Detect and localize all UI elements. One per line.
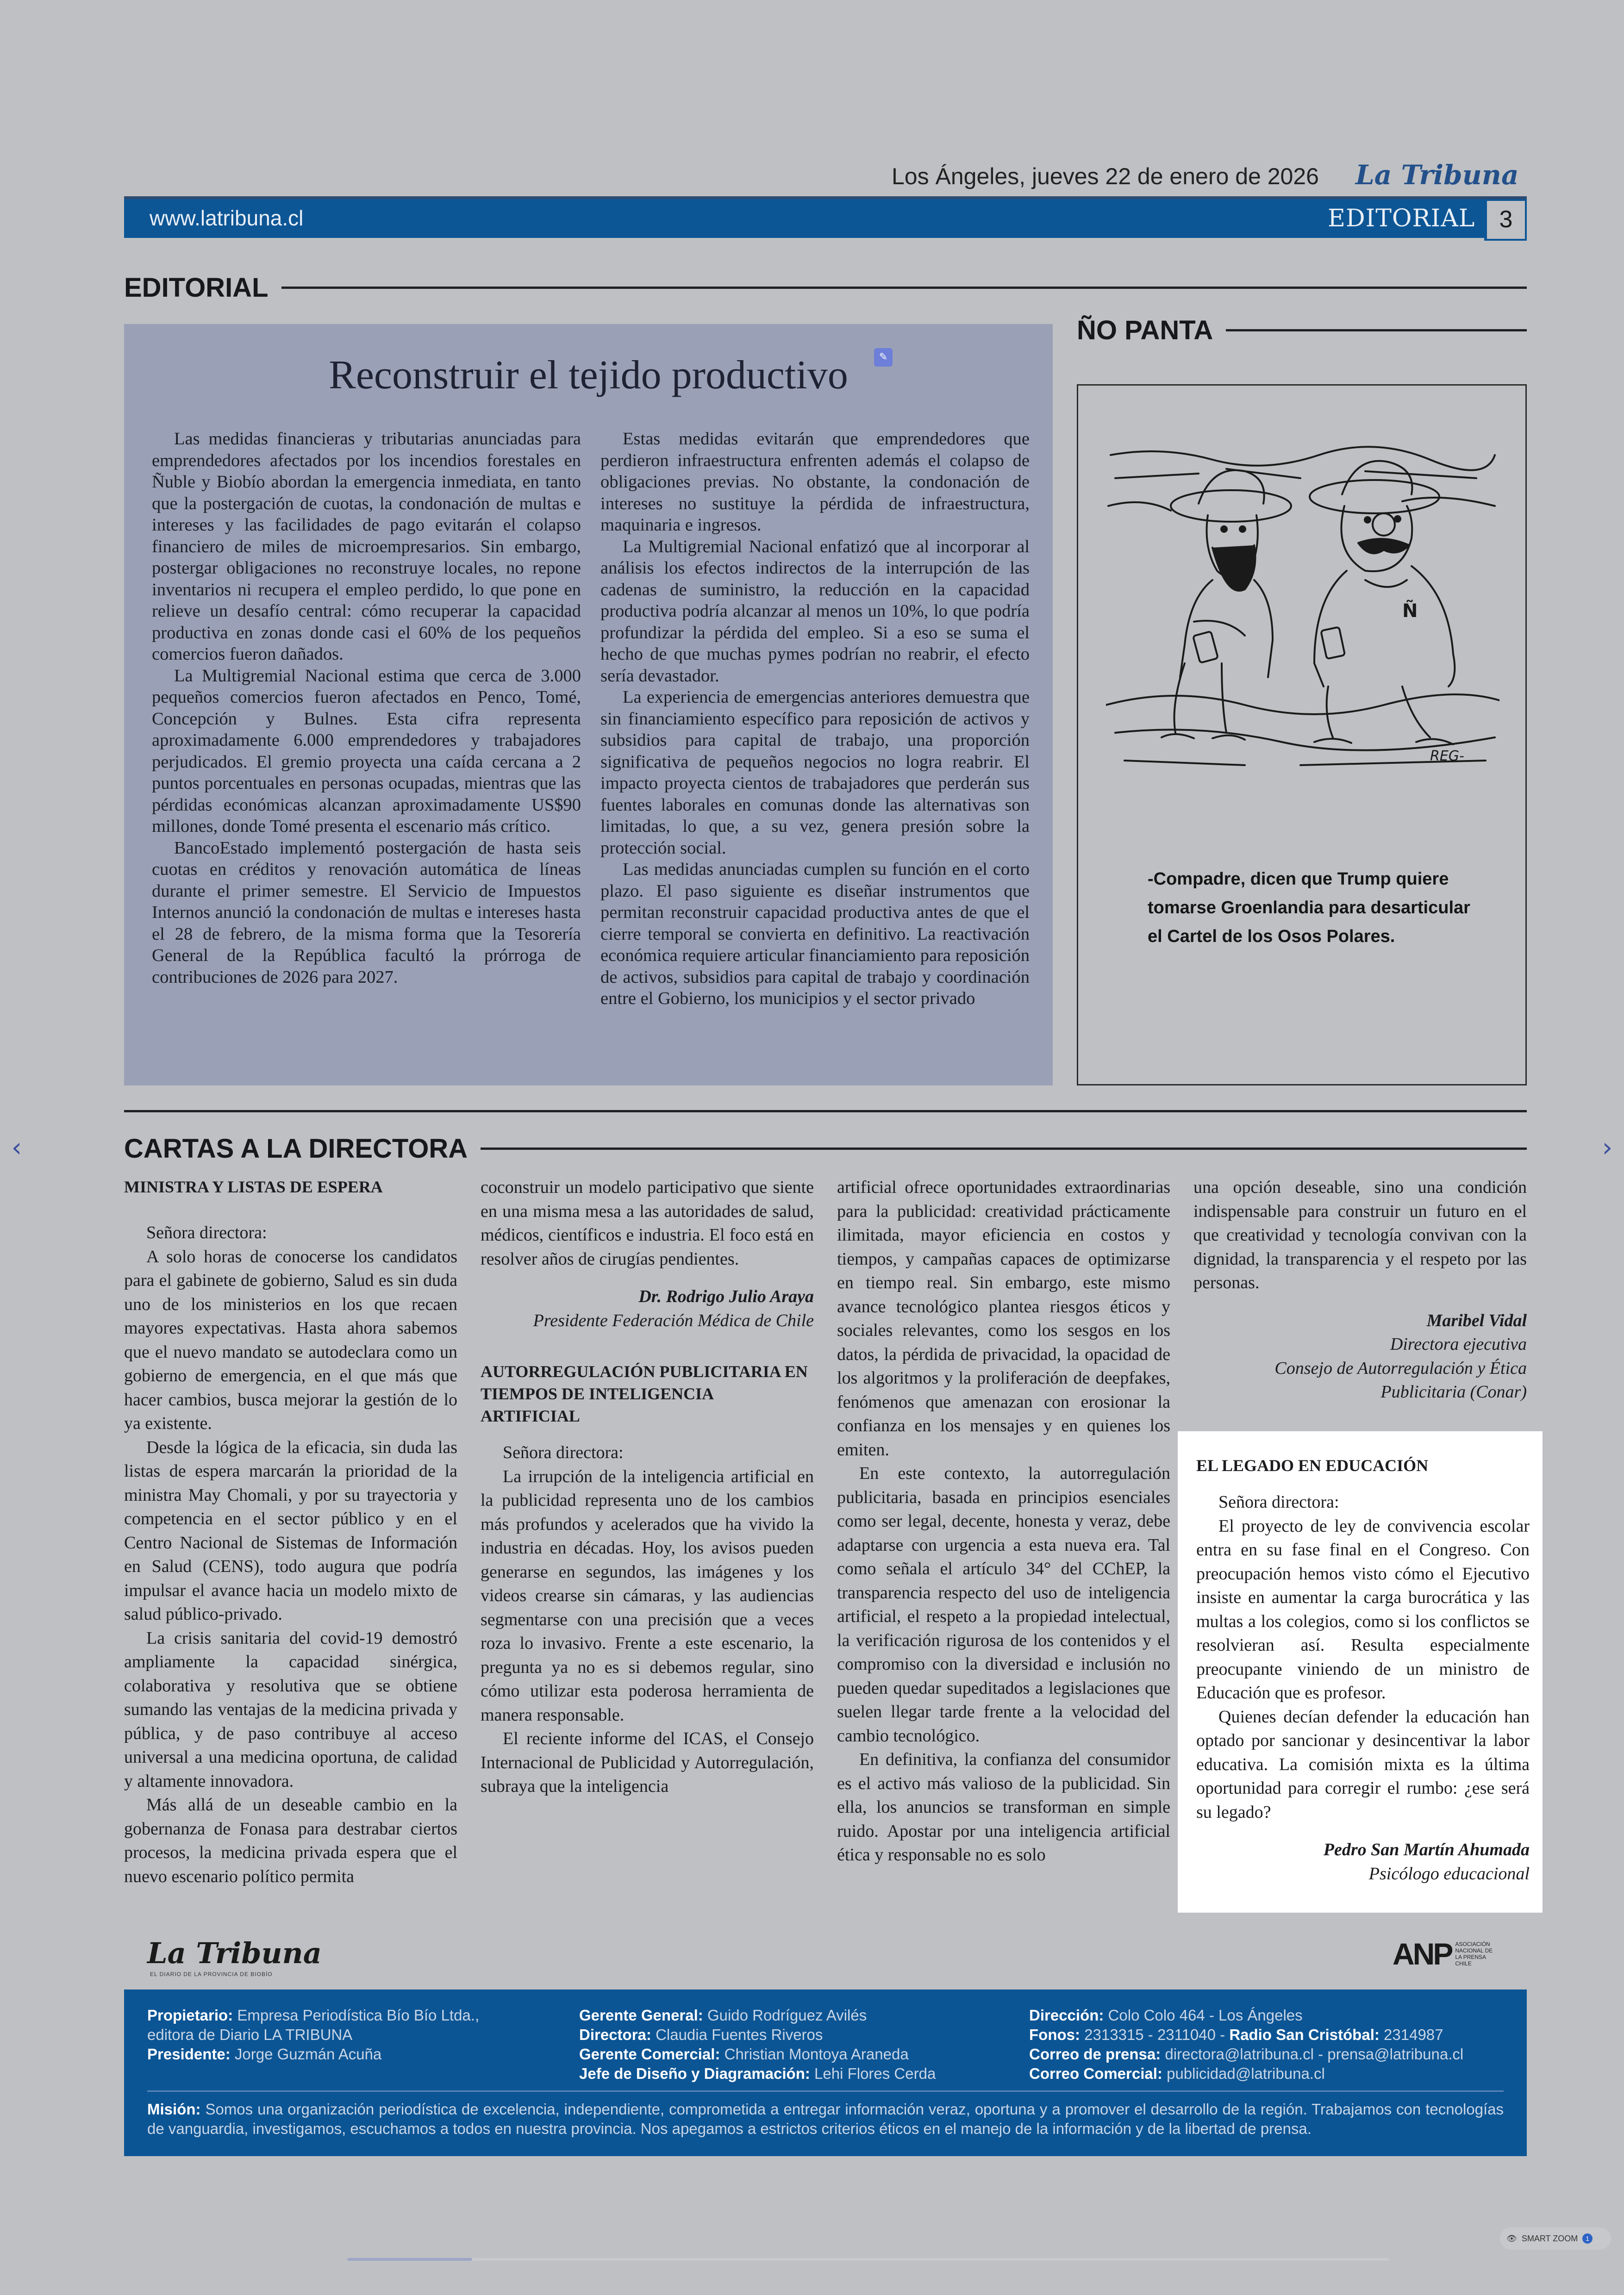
editorial-article [124, 324, 1053, 1085]
paragraph: coconstruir un modelo participativo que siente en una misma mesa a las autoridades de salud, médicos, científicos e industria. El foco está en resolver años de cirugías pendientes. [481, 1178, 814, 1269]
credit-label: Correo de prensa: [1029, 2046, 1161, 2063]
letter-signer-role: Psicólogo educacional [1368, 1864, 1530, 1883]
letters-column-2 [481, 1176, 814, 1799]
paragraph: En este contexto, la autorregulación publicitaria, basada en principios esenciales como ser legal, decente, honesta y veraz, debe adaptarse con urgencia a esta nueva era. Tal como señala el artículo 34° del CChEP, la transparencia respecto del uso de inteligencia artificial, el respeto a la propiedad intelectual, la verificación rigurosa de los contenidos y el compromiso con la diversidad e inclusión no pueden quedar supeditados a legislaciones que suelen llegar tarde frente a la velocidad del cambio tecnológico. [837, 1464, 1170, 1746]
letter-signer [1193, 1309, 1527, 1333]
horizontal-scrollbar[interactable] [347, 2258, 1389, 2261]
letters-column-4 [1193, 1176, 1527, 1404]
credit-label: Fonos: [1029, 2026, 1080, 2043]
cartoon-section-label: ÑO PANTA [1077, 315, 1213, 345]
credit-label: Presidente: [147, 2046, 231, 2063]
site-url: www.latribuna.cl [150, 206, 304, 230]
paragraph: Desde la lógica de la eficacia, sin duda las listas de espera marcarán la prioridad de la ministra May Chomali, y por su trayectoria y competencia en el sector público y en el Centro Nacional de Sistemas de Información en Salud (CENS), todo augura que podría impulsar el avance hacia un modelo mixto de salud público-privado. [124, 1437, 457, 1624]
credit-value: 2314987 [1384, 2026, 1443, 2043]
paragraph: BancoEstado implementó postergación de hasta seis cuotas en créditos y renovación automática de líneas durante el primer semestre. El Servicio de Impuestos Internos anunció la condonación de multas e intereses hasta el 28 de febrero, de la misma forma que la Tesorería General de la República facultó la prórroga de contribuciones de 2026 para 2027. [152, 838, 581, 987]
editorial-column-1 [152, 428, 581, 1010]
paragraph: El reciente informe del ICAS, el Consejo Internacional de Publicidad y Autorregulación, subraya que la inteligencia [481, 1729, 814, 1796]
letters-section-label: CARTAS A LA DIRECTORA [124, 1134, 468, 1164]
letter-signer [1196, 1838, 1530, 1862]
paragraph: La irrupción de la inteligencia artificial en la publicidad representa uno de los cambios más profundos y acelerados que ha vivido la industria en décadas. Hoy, los avisos pueden generarse en segundos, las imágenes y los videos crearse sin cámaras, y las audiencias segmentarse con una precisión que a veces roza lo invasivo. Frente a este escenario, la pregunta ya no es si debemos regular, sino cómo utilizar esta poderosa herramienta de manera responsable. [481, 1466, 814, 1725]
letter-greeting: Señora directora: [146, 1223, 267, 1242]
section-rule [481, 1148, 1527, 1150]
letters-column-1 [124, 1176, 457, 1889]
credits-column-3 [1029, 2006, 1515, 2083]
credit-label: Gerente Comercial: [579, 2046, 720, 2063]
paragraph: Más allá de un deseable cambio en la gobernanza de Fonasa para destrabar ciertos procesos, la medicina privada espera que el nuevo escenario político permita [124, 1795, 457, 1886]
paragraph: La Multigremial Nacional estima que cerca de 3.000 pequeños comercios fueron afectados en Penco, Tomé, Concepción y Bulnes. Esta cifra representa aproximadamente 6.000 emprendedores y trabajadores perjudicados. El gremio proyecta una caída cercana a 2 puntos porcentuales en personas ocupadas, mientras que las pérdidas económicas alcanzan aproximadamente US$90 millones, donde Tomé presenta el escenario más crítico. [152, 666, 581, 836]
credit-label: Dirección: [1029, 2007, 1104, 2024]
footer-divider [147, 2090, 1504, 2092]
footer-logo: La Tribuna [147, 1936, 322, 1970]
smart-zoom-label: SMART ZOOM [1521, 2233, 1578, 2243]
previous-page-arrow-icon[interactable]: ‹ [11, 1133, 22, 1163]
spacer [481, 1333, 814, 1360]
zoom-badge: 1 [1582, 2233, 1593, 2244]
paragraph: El proyecto de ley de convivencia escolar entra en su fase final en el Congreso. Con preocupación hemos visto cómo el Ejecutivo insiste en aumentar la carga burocrática y las multas a los colegios, como si los conflictos se resolvieran así. Resulta especialmente preocupante viniendo de un ministro de Educación que es profesor. [1196, 1516, 1530, 1703]
paragraph: Estas medidas evitarán que emprendedores que perdieron infraestructura enfrenten además el colapso de obligaciones previas. No obstante, la condonación de intereses no sustituye la pérdida de infraestructura, maquinaria e ingresos. [600, 429, 1030, 535]
credit-label: Correo Comercial: [1029, 2065, 1162, 2082]
paragraph: Quienes decían defender la educación han optado por sancionar y desincentivar la labor educativa. La comisión mixta es la última oportunidad para corregir el rumbo: ¿ese será su legado? [1196, 1707, 1530, 1822]
credit-value: 2313315 - 2311040 - [1084, 2026, 1225, 2043]
paragraph: A solo horas de conocerse los candidatos para el gabinete de gobierno, Salud es sin duda uno de los ministerios en los que recaen mayores expectativas. Hasta ahora sabemos que el nuevo mandato se autodeclara como un gobierno de emergencia, en el que más que hacer cambios, busca mejorar la gestión de lo ya existente. [124, 1247, 457, 1433]
section-divider [124, 1110, 1527, 1112]
masthead-logo: La Tribuna [1355, 159, 1519, 191]
cartoon-caption: -Compadre, dicen que Trump quiere tomarse Groenlandia para desarticular el Cartel de los Osos Polares. [1148, 869, 1470, 946]
letter-signer-role: Presidente Federación Médica de Chile [533, 1310, 814, 1330]
letter-heading: EL LEGADO EN EDUCACIÓN [1196, 1456, 1429, 1475]
mission-text: Somos una organización periodística de excelencia, independiente, comprometida a entregar información veraz, oportuna y a promover el desarrollo de la región. Trabajamos con tecnologías de vanguardia, investigamos, escuchamos a todos en nuestra provincia. Nos apegamos a estrictos criterios éticos en el manejo de la información y de la libertad de prensa. [147, 2101, 1504, 2137]
signer-name: Maribel Vidal [1426, 1310, 1527, 1330]
signer-name: Dr. Rodrigo Julio Araya [638, 1287, 814, 1306]
credit-value: Jorge Guzmán Acuña [234, 2046, 382, 2063]
letter-heading: MINISTRA Y LISTAS DE ESPERA [124, 1178, 383, 1196]
highlighted-letter [1178, 1431, 1543, 1913]
page-number: 3 [1484, 199, 1527, 241]
credit-label: Propietario: [147, 2007, 233, 2024]
credit-label: Jefe de Diseño y Diagramación: [579, 2065, 810, 2082]
section-name: EDITORIAL [1328, 205, 1475, 232]
credit-value: publicidad@latribuna.cl [1167, 2065, 1325, 2082]
credit-label: Radio San Cristóbal: [1229, 2026, 1380, 2043]
letter-greeting: Señora directora: [503, 1443, 624, 1462]
shirt-letter: Ñ [1402, 600, 1418, 622]
paragraph: La experiencia de emergencias anteriores demuestra que sin financiamiento específico para reposición de activos y subsidios para capital de trabajo, una proporción significativa de pequeños negocios no logra reabrir. El impacto proyecta cientos de trabajadores que perderán sus fuentes laborales en comunas donde las alternativas son limitadas, lo que, a su vez, genera presión sobre la protección social. [600, 687, 1030, 858]
credit-value: Christian Montoya Araneda [724, 2046, 909, 2063]
paragraph: Las medidas financieras y tributarias anunciadas para emprendedores afectados por los incendios forestales en Ñuble y Biobío abordan la emergencia inmediata, en tanto que la postergación de cuotas, la condonación de multas e intereses y las facilidades de pago evitarán el colapso financiero de miles de microempresarios. Sin embargo, postergar obligaciones no reconstruye locales, no repone inventarios ni recupera el empleo perdido, lo que pone en relieve un desafío central: cómo recuperar la capacidad productiva en zonas donde casi el 60% de los pequeños comercios fueron dañados. [152, 429, 581, 664]
credit-value: Empresa Periodística Bío Bío Ltda., [237, 2007, 480, 2024]
mission-label: Misión: [147, 2101, 201, 2118]
credit-value: editora de Diario LA TRIBUNA [147, 2026, 353, 2043]
cartoon-section-header [1077, 315, 1527, 346]
credits-column-1 [147, 2006, 564, 2064]
letter-signer-role: Directora ejecutiva [1390, 1335, 1527, 1354]
credit-label: Directora: [579, 2026, 651, 2043]
section-rule [1226, 329, 1527, 331]
letters-column-3 [837, 1176, 1170, 1867]
next-page-arrow-icon[interactable]: › [1602, 1133, 1613, 1163]
annotation-note-icon[interactable]: ✎ [874, 348, 893, 367]
cartoon-illustration [1106, 446, 1499, 770]
scrollbar-thumb[interactable] [347, 2258, 472, 2261]
credit-value: Claudia Fuentes Riveros [656, 2026, 823, 2043]
section-bar [124, 196, 1527, 238]
paragraph: artificial ofrece oportunidades extraordinarias para la publicidad: creatividad prácticamente ilimitada, mayor eficiencia en costos y tiempos, y campañas capaces de optimizarse en tiempo real. Sin embargo, este mismo avance tecnológico plantea riesgos éticos y sociales relevantes, como los sesgos en los datos, la pérdida de privacidad, la opacidad de los algoritmos y la proliferación de deepfakes, fenómenos que amenazan con erosionar la confianza en los mensajes y en quienes los emiten. [837, 1178, 1170, 1459]
editorial-section-label: EDITORIAL [124, 273, 269, 303]
paragraph: La Multigremial Nacional enfatizó que al incorporar al análisis los efectos indirectos de la interrupción de las cadenas de suministro, la reducción en la capacidad productiva podría alcanzar al menos un 10%, lo que podría profundizar la pérdida del empleo. Si a eso se suma el hecho de que muchas pymes podrían no reabrir, el efecto sería devastador. [600, 536, 1030, 686]
editorial-column-2 [600, 428, 1030, 1010]
letters-column-4-highlight [1196, 1454, 1530, 1886]
signer-name: Pedro San Martín Ahumada [1323, 1840, 1530, 1859]
eye-icon: 👁 [1506, 2233, 1517, 2243]
letter-signer [481, 1285, 814, 1309]
cartoon-panel [1077, 384, 1527, 1085]
letters-section-header [124, 1133, 1527, 1164]
cartoonist-signature: REG- [1430, 748, 1464, 764]
footer-credits [124, 1989, 1527, 2156]
section-rule [281, 287, 1527, 289]
credit-value: Guido Rodríguez Avilés [707, 2007, 867, 2024]
paragraph: En definitiva, la confianza del consumidor es el activo más valioso de la publicidad. Sin ella, los anuncios se transforman en simple ruido. Apostar por una inteligencia artificial ética y responsable no es solo [837, 1750, 1170, 1865]
credit-label: Gerente General: [579, 2007, 703, 2024]
mission-statement [147, 2100, 1504, 2139]
editorial-section-header [124, 272, 1527, 303]
paragraph: La crisis sanitaria del covid-19 demostró ampliamente la capacidad sinérgica, colaborativa y resolutiva que se obtiene sumando las ventajas de la medicina privada y pública, y de paso contribuye al acceso universal a una medicina oportuna, de calidad y altamente innovadora. [124, 1628, 457, 1791]
footer-logo-tagline: EL DIARIO DE LA PROVINCIA DE BIOBÍO [150, 1971, 273, 1977]
credit-value: directora@latribuna.cl - prensa@latribuna.cl [1165, 2046, 1464, 2063]
editorial-title: Reconstruir el tejido productivo [329, 353, 848, 398]
anp-logo-text: ASOCIACIÓN NACIONAL DE LA PRENSA CHILE [1455, 1941, 1493, 1967]
anp-logo-mark: ANP [1393, 1937, 1452, 1971]
paragraph: una opción deseable, sino una condición indispensable para construir un futuro en el que creatividad y tecnología convivan con la dignidad, la transparencia y el respeto por las personas. [1193, 1178, 1527, 1292]
letter-heading: AUTORREGULACIÓN PUBLICITARIA EN TIEMPOS DE INTELIGENCIA ARTIFICIAL [481, 1362, 808, 1425]
letter-greeting: Señora directora: [1218, 1492, 1339, 1512]
letter-signer-organization: Consejo de Autorregulación y Ética Publicitaria (Conar) [1274, 1358, 1527, 1402]
paragraph: Las medidas anunciadas cumplen su función en el corto plazo. El paso siguiente es diseñar instrumentos que permitan reconstruir capacidad productiva antes de que el cierre temporal se convierta en definitivo. La reactivación económica requiere articular financiamiento para reposición de activos, subsidios para capital de trabajo y coordinación entre el Gobierno, los municipios y el sector privado [600, 860, 1030, 1008]
smart-zoom-button[interactable] [1500, 2227, 1611, 2250]
dateline: Los Ángeles, jueves 22 de enero de 2026 [892, 163, 1319, 189]
anp-logo [1393, 1936, 1497, 1971]
credits-column-2 [579, 2006, 1019, 2083]
credit-value: Lehi Flores Cerda [814, 2065, 936, 2082]
credit-value: Colo Colo 464 - Los Ángeles [1108, 2007, 1303, 2024]
